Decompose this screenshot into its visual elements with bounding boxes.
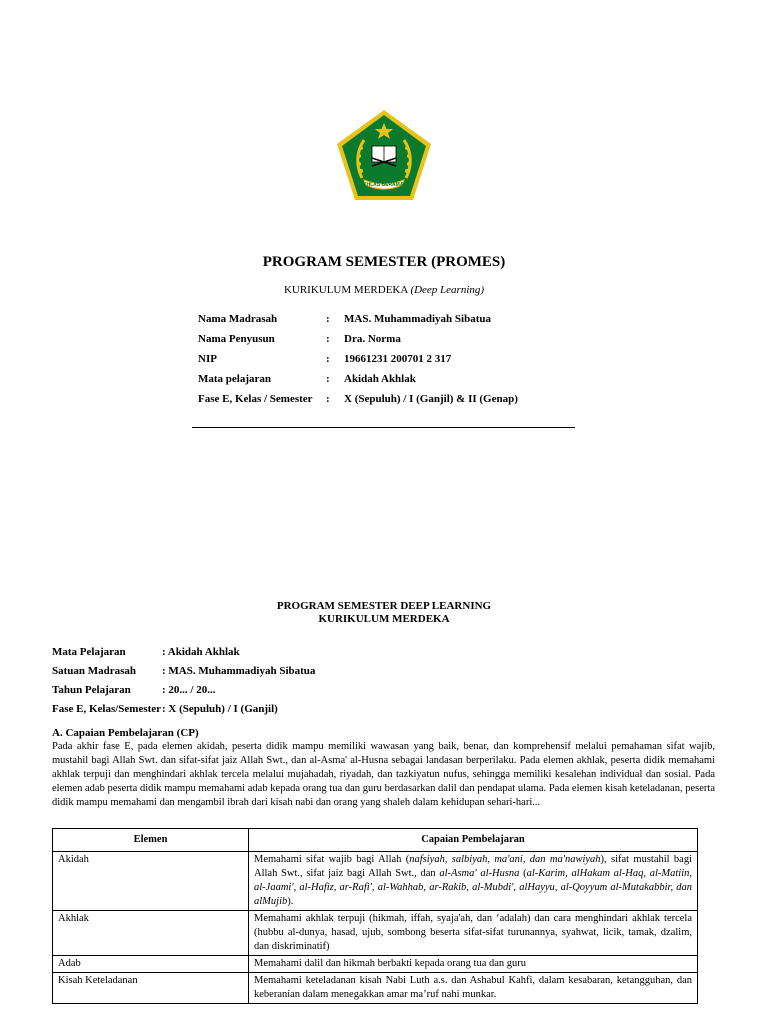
- emblem-motto: IKHLAS BERAMAL: [361, 182, 407, 188]
- cover-value: 19661231 200701 2 317: [344, 353, 452, 365]
- horizontal-divider: [192, 427, 575, 428]
- element-cell: Akhlak: [53, 911, 249, 956]
- table-row: [53, 956, 698, 973]
- cover-row-penyusun: [198, 333, 518, 353]
- cover-row-fase: [198, 393, 518, 413]
- text-run: Memahami dalil dan hikmah berbakti kepada orang tua dan guru: [254, 958, 527, 969]
- cover-value: Dra. Norma: [344, 333, 401, 345]
- cover-label: Nama Madrasah: [198, 313, 278, 325]
- cover-label: Mata pelajaran: [198, 373, 272, 385]
- info-value: : 20... / 20...: [162, 684, 216, 696]
- cover-value: X (Sepuluh) / I (Ganjil) & II (Genap): [344, 393, 518, 405]
- info-row: [52, 665, 315, 684]
- cover-separator: :: [326, 373, 330, 385]
- cover-row-madrasah: [198, 313, 518, 333]
- element-cell: Adab: [53, 956, 249, 973]
- page-title: PROGRAM SEMESTER (PROMES): [262, 254, 506, 270]
- section-title-line1: PROGRAM SEMESTER DEEP LEARNING: [276, 600, 492, 612]
- cp-cell: [249, 852, 698, 911]
- cover-label: Fase E, Kelas / Semester: [198, 393, 313, 405]
- info-label: Satuan Madrasah: [52, 665, 137, 677]
- text-run: Memahami akhlak terpuji (hikmah, iffah, syaja'ah, dan ‘adalah) dan cara menghindari akhlak tercela (hubbu al-dunya, hasad, ujub, sombong beserta sifat-sifat turunannya, syahwat, licik, tamak, dzalim, dan diskriminatif): [254, 913, 692, 952]
- text-run: (: [519, 868, 527, 879]
- cover-separator: :: [326, 313, 330, 325]
- table-row: [53, 852, 698, 911]
- italic-term: nafsiyah, salbiyah, ma'ani, dan ma'nawiyah: [409, 854, 601, 865]
- cover-separator: :: [326, 333, 330, 345]
- cp-table: [52, 828, 698, 1004]
- cp-cell: [249, 956, 698, 973]
- table-row: [53, 973, 698, 1004]
- cp-cell: [249, 911, 698, 956]
- cover-info-block: [198, 313, 518, 413]
- text-run: ), sifat mustahil bagi Allah Swt., sifat jaiz bagi Allah Swt., dan: [254, 854, 692, 879]
- info-label: Mata Pelajaran: [52, 646, 126, 658]
- cp-paragraph: Pada akhir fase E, pada elemen akidah, peserta didik mampu memiliki wawasan yang baik, benar, dan komprehensif melalui pemahaman sifat wajib, mustahil bagi Allah Swt. dan sifat-sifat jaiz Allah Swt., dan al-Asma' al-Husna sebagai landasan berperilaku. Pada elemen akhlak, peserta didik memahami akhlak terpuji dan menghindari akhlak tercela melalui mujahadah, riyadah, dan tazkiyatun nufus, sehingga memiliki kesalehan individual dan sosial. Pada elemen adab peserta didik mampu memahami adab kepada orang tua dan guru berdasarkan dalil dan pendapat ulama. Pada elemen kisah keteladanan, peserta didik mampu memahami dan mengambil ibrah dari kisah nabi dan orang yang shaleh dalam kehidupan sehari-hari...: [52, 741, 715, 808]
- cover-value: Akidah Akhlak: [344, 373, 416, 385]
- cp-cell: [249, 973, 698, 1004]
- info-label: Tahun Pelajaran: [52, 684, 131, 696]
- header-capaian: Capaian Pembelajaran: [249, 829, 698, 852]
- info-row: [52, 646, 315, 665]
- ministry-emblem-logo: [334, 108, 434, 204]
- element-cell: Kisah Keteladanan: [53, 973, 249, 1004]
- ministry-emblem-icon: [334, 108, 434, 204]
- info-value: : MAS. Muhammadiyah Sibatua: [162, 665, 316, 677]
- table-header-row: [53, 829, 698, 852]
- cover-row-nip: [198, 353, 518, 373]
- page-subtitle: [0, 284, 768, 296]
- italic-term: al-Asma' al-Husna: [439, 868, 520, 879]
- table-row: [53, 911, 698, 956]
- info-label: Fase E, Kelas/Semester: [52, 703, 162, 715]
- section-title: [0, 600, 768, 626]
- text-run: Memahami sifat wajib bagi Allah (: [254, 854, 410, 865]
- element-cell: Akidah: [53, 852, 249, 911]
- cover-value: MAS. Muhammadiyah Sibatua: [344, 313, 492, 325]
- info-row: [52, 703, 315, 722]
- cover-label: NIP: [198, 353, 217, 365]
- italic-term: al-Karim, alHakam al-Haq, al-Matiin, al-Jaami', al-Hafiz, ar-Rafi', al-Wahhab, ar-Rakib, al-Mubdi', alHayyu, al-Qoyyum al-Mutakabbir, dan alMujib: [254, 868, 693, 907]
- subtitle-main: KURIKULUM MERDEKA: [283, 284, 411, 296]
- info-value: : X (Sepuluh) / I (Ganjil): [162, 703, 278, 715]
- cover-label: Nama Penyusun: [198, 333, 275, 345]
- text-run: ).: [287, 896, 294, 907]
- info-row: [52, 684, 315, 703]
- section-title-line2: KURIKULUM MERDEKA: [318, 613, 450, 625]
- cover-separator: :: [326, 353, 330, 365]
- info-value: : Akidah Akhlak: [162, 646, 240, 658]
- subtitle-italic: (Deep Learning): [410, 284, 485, 296]
- text-run: Memahami keteladanan kisah Nabi Luth a.s. dan Ashabul Kahfi, dalam kesabaran, ketangguhan, dan keberanian dalam menegakkan amar ma’ruf nahi munkar.: [254, 975, 692, 1000]
- cover-row-mapel: [198, 373, 518, 393]
- header-elemen: Elemen: [53, 829, 249, 852]
- cover-separator: :: [326, 393, 330, 405]
- section-info-block: [52, 646, 315, 722]
- cp-heading: A. Capaian Pembelajaran (CP): [52, 727, 199, 739]
